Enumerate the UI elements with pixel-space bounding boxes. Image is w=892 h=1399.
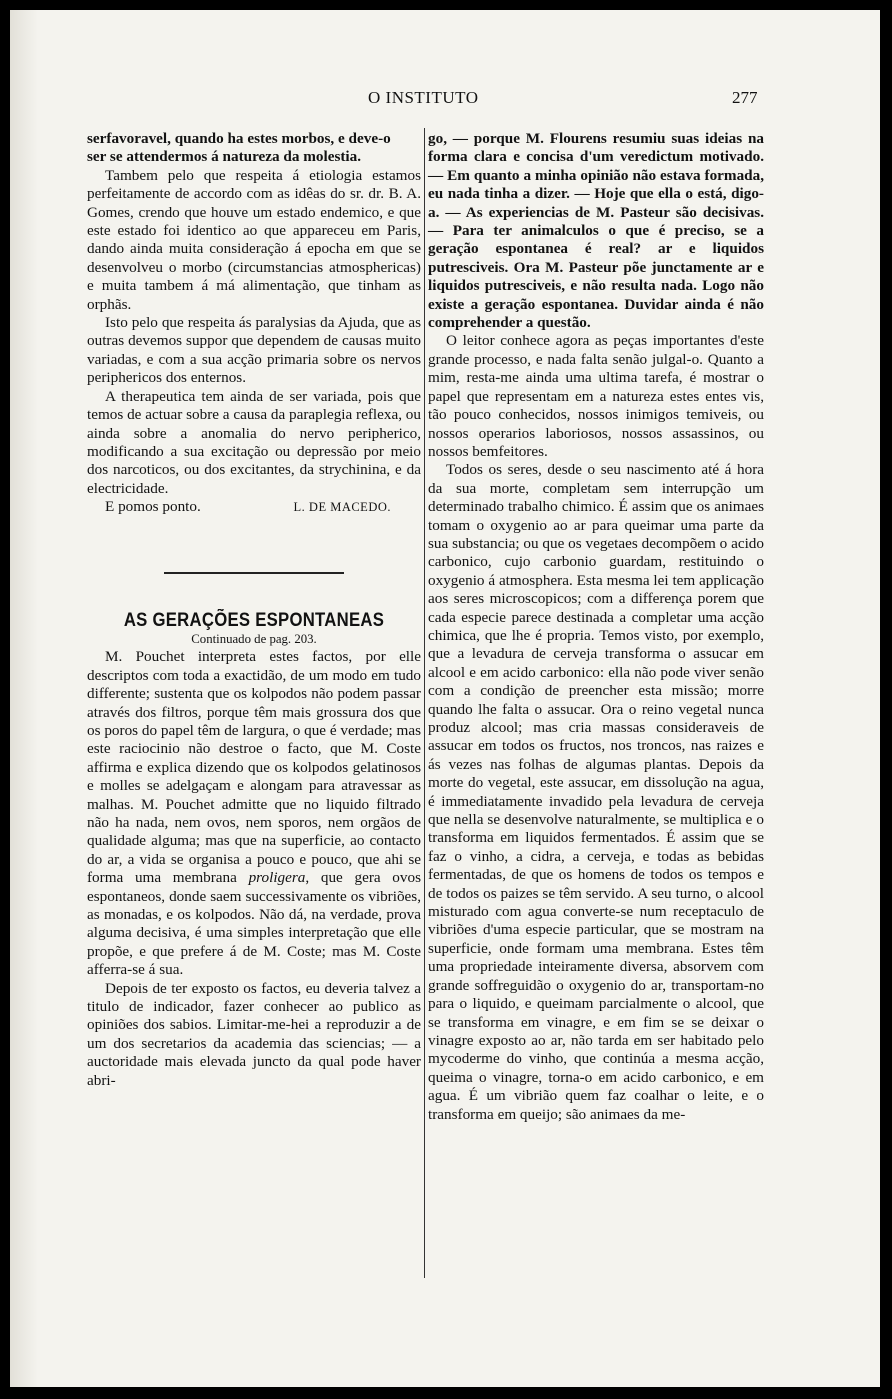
p5-italic-word: proligera bbox=[248, 869, 306, 887]
page-number: 277 bbox=[732, 88, 758, 107]
right-paragraph-1: go, — porque M. Flourens resumiu suas ideias na forma clara e concisa d'um veredictum motivado. — Em quanto a minha opinião não estava formada, eu nada tinha a dizer. — Hoje que ella o está, digo-a. — As experiencias de M. Pasteur são decisivas. — Para ter animalculos o que é preciso, se a geração espontanea é real? ar e liquidos putresciveis. Ora M. Pasteur põe junctamente ar e liquidos putresciveis, e não resulta nada. Logo não existe a geração espontanea. Duvidar ainda é não comprehender a questão. bbox=[428, 130, 764, 332]
left-paragraph-4: A therapeutica tem ainda de ser variada, pois que temos de actuar sobre a causa da paraplegia reflexa, ou ainda sobre a anomalia do nervo peripherico, modificando a sua excitação ou depressão por meio dos narcoticos, ou dos excitantes, da strychinina, e da electricidade. bbox=[87, 387, 421, 497]
newspaper-page bbox=[10, 10, 880, 1387]
journal-title: O INSTITUTO bbox=[368, 88, 479, 107]
page-header bbox=[10, 88, 880, 112]
left-paragraph-2: Tambem pelo que respeita á etiologia estamos perfeitamente de accordo com as idêas do sr. dr. B. A. Gomes, crendo que houve um estado endemico, e que este estado foi identico ao que appareceu em Paris, dando ainda muita consideração á epocha em que se desenvolveu o morbo (circumstancias atmosphericas) e muita tambem á má alimentação, que tinham as orphãs. bbox=[87, 166, 421, 313]
right-paragraph-2: O leitor conhece agora as peças importantes d'este grande processo, e nada falta senão julgal-o. Quanto a mim, resta-me ainda uma ultima tarefa, é mostrar o papel que representam em a natureza estes entes vis, tão pouco conhecidos, nossos inimigos temiveis, ou nossos operarios laboriosos, nossos assassinos, ou nossos bemfeitores. bbox=[428, 332, 764, 460]
section-rule bbox=[164, 572, 344, 574]
author-signature: L. DE MACEDO. bbox=[293, 500, 391, 515]
left-paragraph-3: Isto pelo que respeita ás paralysias da Ajuda, que as outras devemos suppor que dependem de causas muito variadas, e com a sua acção primaria sobre os nervos periphericos dos enternos. bbox=[87, 314, 421, 387]
left-paragraph-1-line-2: ser se attendermos á natureza da molestia. bbox=[87, 148, 362, 166]
left-paragraph-5 bbox=[87, 648, 421, 979]
right-column bbox=[428, 130, 764, 1124]
closing-text: E pomos ponto. bbox=[105, 498, 201, 516]
p5-after: , que gera ovos espontaneos, donde saem successivamente os vibriões, as monadas, e os kolpodos. Não dá, na verdade, prova alguma decisiva, é uma simples interpretação que elle propõe, e que prefere á de M. Coste; mas M. Coste afferra-se á sua. bbox=[87, 869, 421, 979]
left-column bbox=[87, 130, 421, 1090]
article-title: AS GERAÇÕES ESPONTANEAS bbox=[123, 609, 385, 631]
column-divider bbox=[424, 128, 425, 1278]
left-paragraph-6: Depois de ter exposto os factos, eu deveria talvez a titulo de indicador, fazer conhecer ao publico as opiniões dos sabios. Limitar-me-hei a reproduzir a de um dos secretarios da academia das sciencias; — a auctoridade mais elevada juncto da qual pode haver abri- bbox=[87, 979, 421, 1089]
article-subtitle: Continuado de pag. 203. bbox=[191, 631, 317, 646]
right-paragraph-3: Todos os seres, desde o seu nascimento até á hora da sua morte, completam sem interrupção um determinado trabalho chimico. É assim que os animaes tomam o oxygenio ao ar para queimar uma parte da sua substancia; ou que os vegetaes decompõem o acido carbonico, cujo carbonio guardam, restituindo o oxygenio á atmosphera. Esta mesma lei tem applicação aos seres microscopicos; com a differença porem que cada especie parece destinada a completar uma acção chimica, que lhe é propria. Temos visto, por exemplo, que a levadura de cerveja transforma o assucar em alcool e em acido carbonico: ella não pode viver senão com a condição de preencher esta missão; morre quando lhe falta o assucar. Ora o reino vegetal nunca produz alcool; mas cria massas consideraveis de assucar em todos os fructos, nos troncos, nas raizes e ás vezes nas folhas de algumas plantas. Depois da morte do vegetal, este assucar, em dissolução na agua, é immediatamente invadido pela levadura de cerveja que nella se desenvolve naturalmente, se multiplica e o transforma em liquidos fermentados. É assim que se faz o vinho, a cidra, a cerveja, e todas as bebidas fermentadas, de que os homens de todos os tempos e de todos os paizes se têm servido. A seu turno, o alcool misturado com agua converte-se num receptaculo de vibriões d'uma especie particular, que se mostram na superficie, onde formam uma membrana. Estes têm uma propriedade inteiramente diversa, absorvem com grande soffreguidão o oxygenio do ar, transportam-no para o liquido, e queimam parcialmente o alcool, que se transforma em vinagre, e em fim se se deixar o vinagre exposto ao ar, não tarda em ser habitado pelo mycoderme do vinho, que continúa a mesma acção, queima o vinagre, torna-o em acido carbonico, e em agua. É um vibrião quem faz coalhar o leite, e o transforma em queijo; são animaes da me- bbox=[428, 461, 764, 1123]
p5-before: M. Pouchet interpreta estes factos, por elle descriptos com toda a exactidão, de um modo em tudo differente; sustenta que os kolpodos não podem passar através dos filtros, porque têm mais grossura dos que os poros do papel têm de largura, o que é verdade; mas este raciocinio não destroe o facto, que M. Coste affirma e explica dizendo que os kolpodos gelatinosos e molles se adelgaçam e alongam para atravessar as malhas. M. Pouchet admitte que no liquido filtrado não ha nada, nem ovos, nem sporos, nem orgãos de qualidade alguma; mas que na superficie, ao contacto do ar, a vida se organisa a pouco e pouco, que ahi se forma uma membrana bbox=[87, 648, 421, 887]
scan-edge-shadow bbox=[10, 10, 38, 1387]
left-paragraph-1-line-1: serfavoravel, quando ha estes morbos, e deve-o bbox=[87, 130, 391, 147]
closing-row bbox=[87, 498, 421, 516]
